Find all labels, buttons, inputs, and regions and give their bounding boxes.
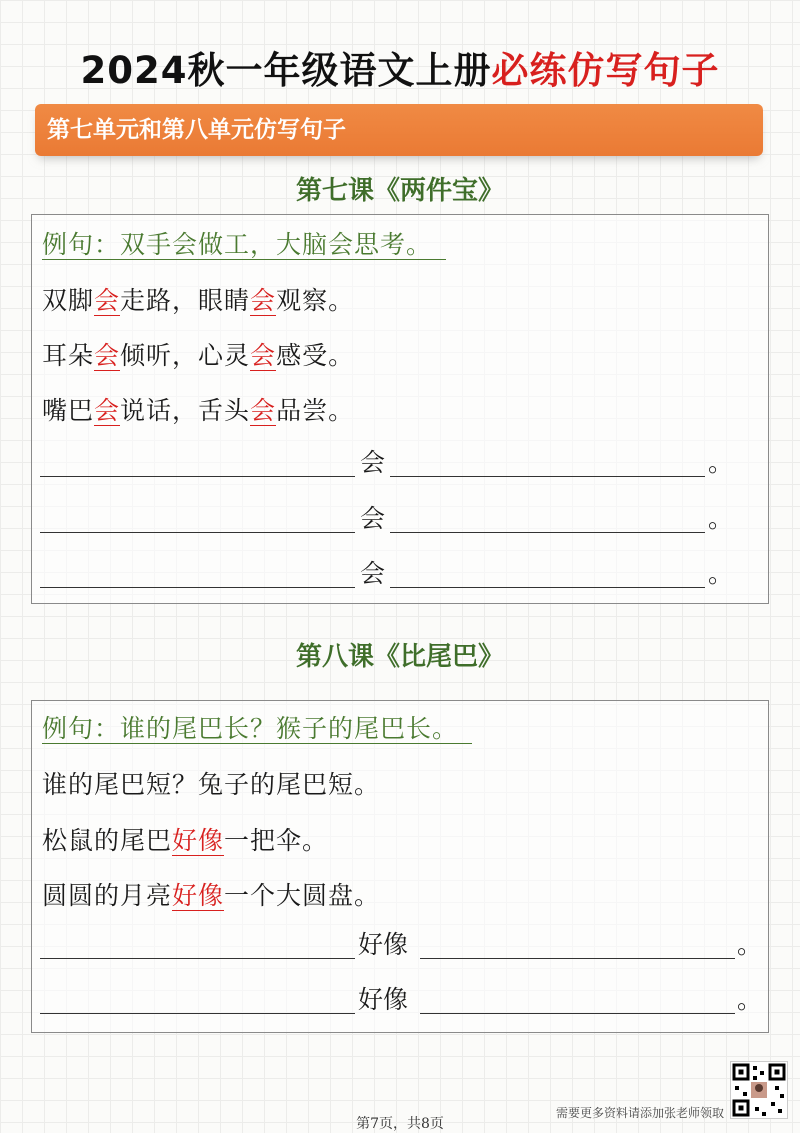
lesson8-fill-row-1: 好像 。 <box>40 927 765 967</box>
qr-code-icon <box>730 1061 788 1119</box>
lesson7-fill-row-3: 会 。 <box>40 556 760 596</box>
lesson7-example: 例句：双手会做工，大脑会思考。 <box>42 225 446 261</box>
page-title: 2024秋一年级语文上册必练仿写句子 <box>80 49 720 92</box>
section-banner: 第七单元和第八单元仿写句子 <box>35 104 763 156</box>
lesson8-title: 第八课《比尾巴》 <box>295 642 504 672</box>
lesson7-fill-row-2: 会 。 <box>40 501 760 541</box>
lesson8-fill-row-2: 好像 。 <box>40 982 765 1022</box>
fill-blank-right[interactable] <box>390 587 705 588</box>
fill-blank-left[interactable] <box>40 1013 355 1014</box>
lesson7-title: 第七课《两件宝》 <box>295 176 504 206</box>
lesson7-sentence-3: 嘴巴会说话，舌头会品尝。 <box>42 396 355 425</box>
lesson7-sentence-2: 耳朵会倾听，心灵会感受。 <box>42 341 355 370</box>
lesson8-box <box>31 700 769 1033</box>
lesson8-example: 例句：谁的尾巴长？猴子的尾巴长。 <box>42 709 472 745</box>
lesson8-sentence-3: 圆圆的月亮好像一个大圆盘。 <box>42 881 381 910</box>
fill-blank-left[interactable] <box>40 532 355 533</box>
fill-blank-right[interactable] <box>420 1013 735 1014</box>
lesson7-sentence-1: 双脚会走路，眼睛会观察。 <box>42 286 355 315</box>
fill-blank-right[interactable] <box>390 532 705 533</box>
lesson8-sentence-1: 谁的尾巴短？兔子的尾巴短。 <box>42 770 381 799</box>
footer-note: 需要更多资料请添加张老师领取 <box>556 1106 725 1120</box>
lesson7-box <box>31 214 769 604</box>
lesson7-fill-row-1: 会 。 <box>40 445 760 485</box>
lesson8-sentence-2: 松鼠的尾巴好像一把伞。 <box>42 826 329 855</box>
fill-blank-left[interactable] <box>40 476 355 477</box>
fill-blank-left[interactable] <box>40 958 355 959</box>
fill-blank-right[interactable] <box>420 958 735 959</box>
fill-blank-left[interactable] <box>40 587 355 588</box>
fill-blank-right[interactable] <box>390 476 705 477</box>
page-number: 第7页，共8页 <box>356 1116 444 1132</box>
